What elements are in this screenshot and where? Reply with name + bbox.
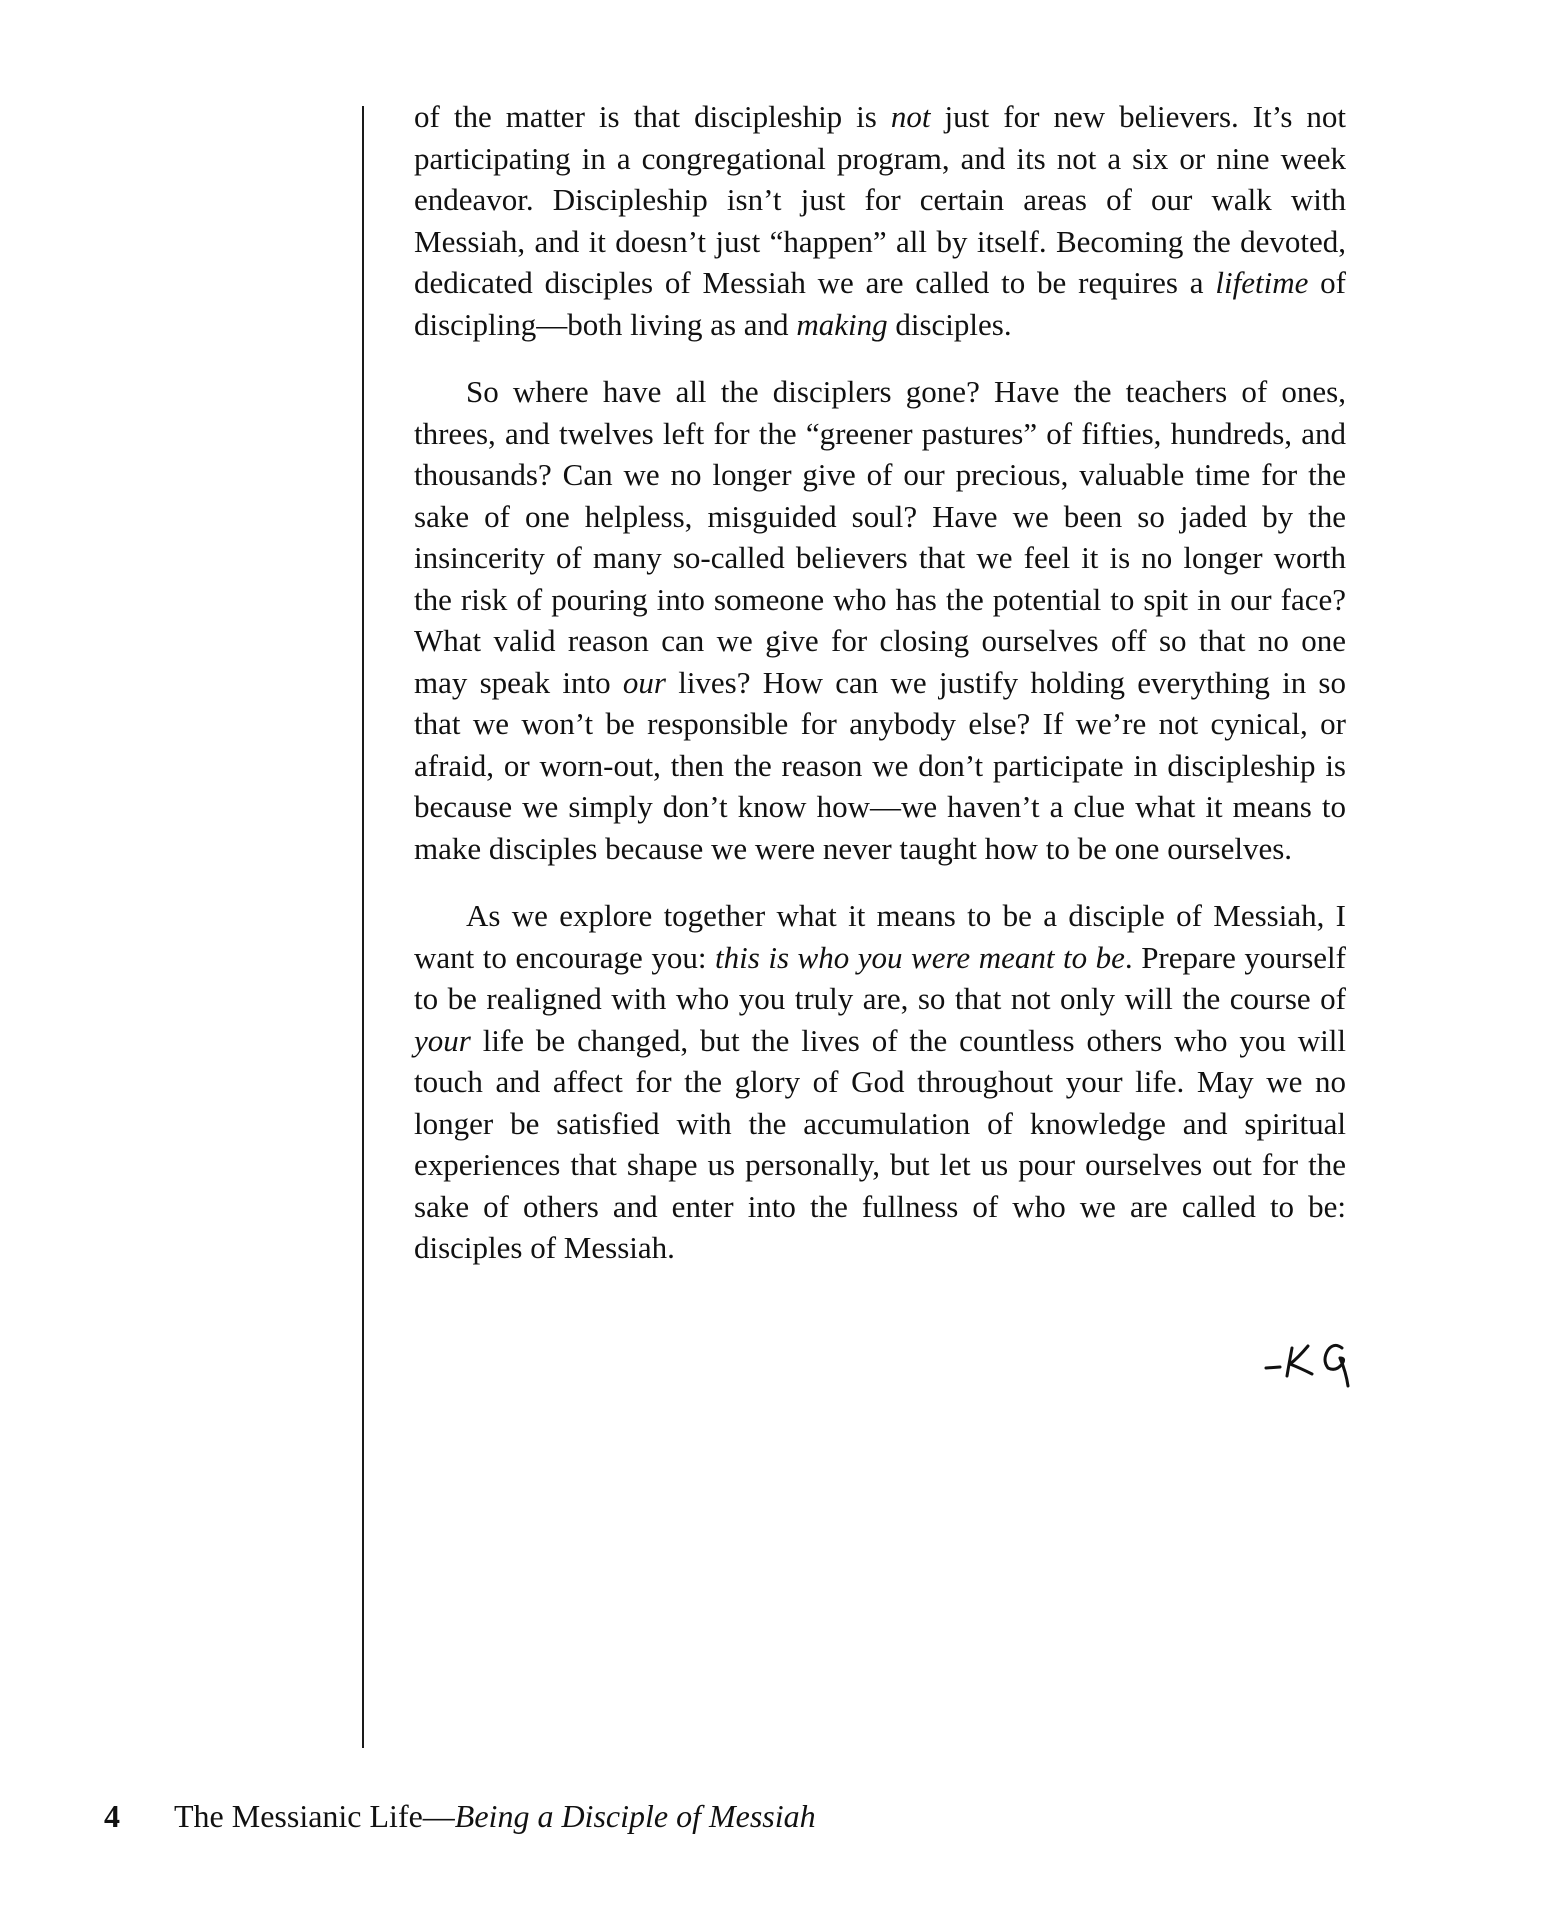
page-footer: [104, 1796, 816, 1836]
text-run-italic: this is who you were meant to be: [715, 939, 1125, 975]
text-run-italic: lifetime: [1215, 265, 1309, 300]
text-run: So where have all the disciplers gone? Have the teachers of ones, threes, and twelves left for the “greener pastures” of fifties, hundreds, and thousands? Can we no longer give of our precious, valuable time for the sake of one helpless, misguided soul? Have we been so jaded by the insincerity of many so-called believers that we feel it is no longer worth the risk of pouring into someone who has the potential to spit in our face? What valid reason can we give for closing ourselves off so that no one may speak into: [414, 374, 1346, 700]
text-run: of discipling—both living as and: [414, 265, 1347, 342]
page-number: 4: [104, 1798, 120, 1834]
text-run: lives? How can we justify holding everything in so that we won’t be responsible for anybody else? If we’re not cynical, or afraid, or worn-out, then the reason we don’t participate in discipleship is because we simply don’t know how—we haven’t a clue what it means to make disciples because we were never taught how to be one ourselves.: [414, 664, 1346, 866]
paragraph-3: [414, 895, 1346, 1269]
text-run-italic: your: [414, 1022, 471, 1058]
paragraph-1: [414, 96, 1346, 345]
body-text: [414, 96, 1346, 1295]
text-run: disciples.: [887, 306, 1012, 342]
text-run-italic: not: [890, 99, 931, 134]
text-run-italic: our: [622, 664, 666, 700]
margin-rule: [362, 106, 364, 1748]
handwritten-signature: [1262, 1332, 1356, 1392]
text-run: . Prepare yourself to be realigned with who you truly are, so that not only will the course of: [414, 939, 1346, 1016]
text-run: of the matter is that discipleship is: [414, 99, 891, 134]
book-subtitle: Being a Disciple of Messiah: [454, 1798, 816, 1834]
text-run: As we explore together what it means to be a disciple of Messiah, I want to encourage you:: [414, 898, 1346, 975]
text-run: just for new believers. It’s not participating in a congregational program, and its not a six or nine week endeavor. Discipleship isn’t just for certain areas of our walk with Messiah, and it doesn’t just “happen” all by itself. Becoming the devoted, dedicated disciples of Messiah we are called to be requires a: [414, 99, 1346, 300]
book-title: The Messianic Life—: [174, 1798, 455, 1834]
text-run: life be changed, but the lives of the countless others who you will touch and affect for the glory of God throughout your life. May we no longer be satisfied with the accumulation of knowledge and spiritual experiences that shape us personally, but let us pour ourselves out for the sake of others and enter into the fullness of who we are called to be: disciples of Messiah.: [414, 1022, 1346, 1265]
text-run-italic: making: [796, 306, 888, 342]
paragraph-2: [414, 371, 1346, 869]
